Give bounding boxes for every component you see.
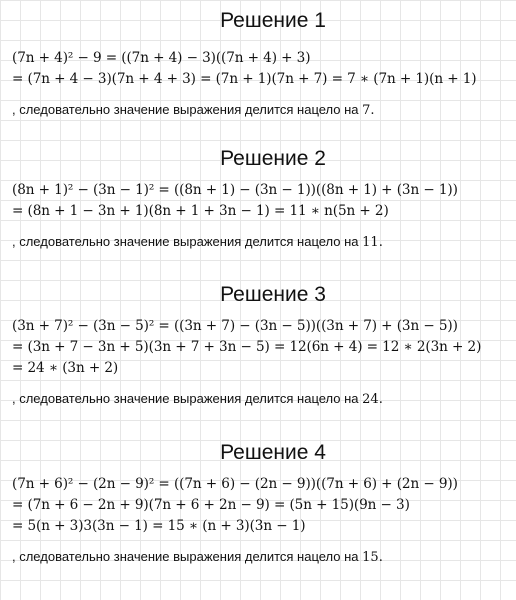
math-line: = (8n + 1 − 3n + 1)(8n + 1 + 3n − 1) = 11 ∗ n(5n + 2) bbox=[12, 203, 389, 219]
conclusion-text bbox=[0, 389, 516, 410]
solution-3 bbox=[0, 282, 516, 410]
solution-4 bbox=[0, 440, 516, 568]
conclusion-label: , следовательно значение выражения делится нацело на bbox=[12, 549, 363, 564]
conclusion-text bbox=[0, 547, 516, 568]
divisor-value: 24. bbox=[362, 392, 383, 407]
divisor-value: 15. bbox=[362, 550, 383, 565]
conclusion-text bbox=[0, 100, 516, 121]
conclusion-label: , следовательно значение выражения делится нацело на bbox=[12, 391, 363, 406]
math-line: = (3n + 7 − 3n + 5)(3n + 7 + 3n − 5) = 12(6n + 4) = 12 ∗ 2(3n + 2) bbox=[12, 339, 482, 355]
math-line: = 24 ∗ (3n + 2) bbox=[12, 360, 119, 376]
solution-title: Решение 3 bbox=[220, 283, 326, 306]
divisor-value: 7. bbox=[362, 103, 375, 118]
solution-1 bbox=[0, 8, 516, 121]
math-line: (7n + 4)² − 9 = ((7n + 4) − 3)((7n + 4) + 3) bbox=[12, 50, 311, 66]
conclusion-label: , следовательно значение выражения делится нацело на bbox=[12, 102, 363, 117]
math-line: = (7n + 4 − 3)(7n + 4 + 3) = (7n + 1)(7n + 7) = 7 ∗ (7n + 1)(n + 1) bbox=[12, 71, 477, 87]
solution-title: Решение 2 bbox=[220, 147, 326, 170]
math-line: (3n + 7)² − (3n − 5)² = ((3n + 7) − (3n − 5))((3n + 7) + (3n − 5)) bbox=[12, 318, 458, 334]
math-line: = (7n + 6 − 2n + 9)(7n + 6 + 2n − 9) = (5n + 15)(9n − 3) bbox=[12, 497, 410, 513]
conclusion-text bbox=[0, 232, 516, 253]
math-line: (8n + 1)² − (3n − 1)² = ((8n + 1) − (3n − 1))((8n + 1) + (3n − 1)) bbox=[12, 182, 458, 198]
math-line: = 5(n + 3)3(3n − 1) = 15 ∗ (n + 3)(3n − 1) bbox=[12, 518, 306, 534]
math-line: (7n + 6)² − (2n − 9)² = ((7n + 6) − (2n − 9))((7n + 6) + (2n − 9)) bbox=[12, 476, 458, 492]
solution-2 bbox=[0, 146, 516, 253]
conclusion-label: , следовательно значение выражения делится нацело на bbox=[12, 234, 363, 249]
divisor-value: 11. bbox=[362, 235, 383, 250]
solution-title: Решение 1 bbox=[220, 9, 326, 32]
solution-title: Решение 4 bbox=[220, 441, 326, 464]
